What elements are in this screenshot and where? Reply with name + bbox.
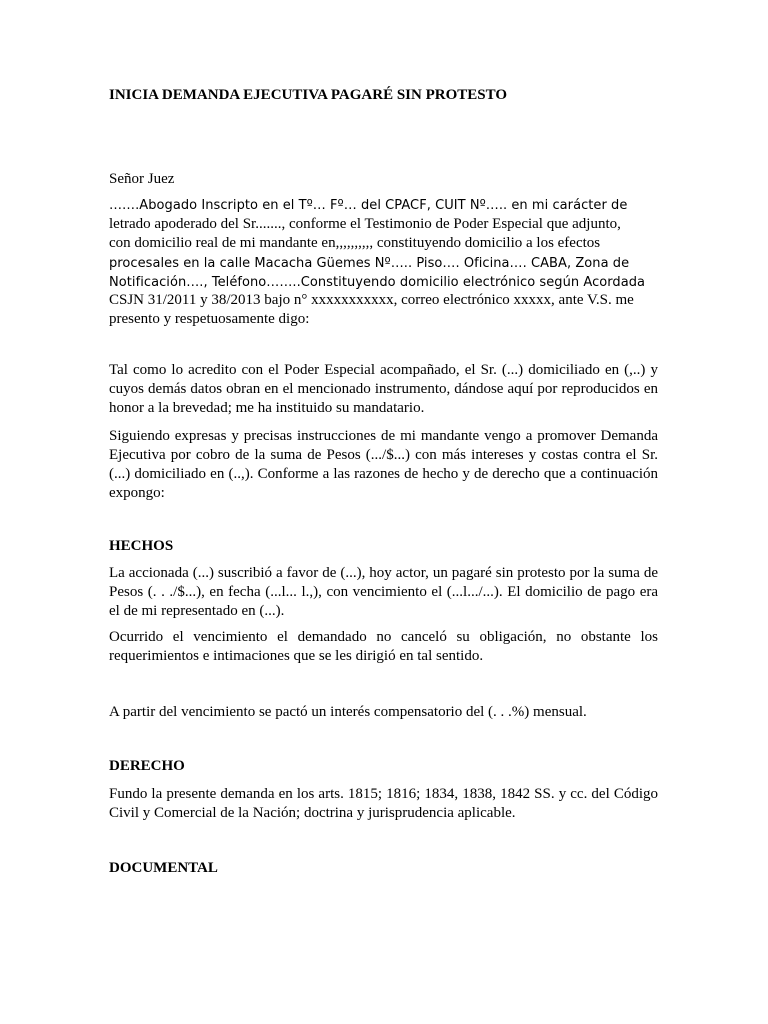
intro-line: letrado apoderado del Sr......., conforme el Testimonio de Poder Especial que adjunto, [109, 216, 621, 232]
hechos-paragraph: A partir del vencimiento se pactó un interés compensatorio del (. . .%) mensual. [109, 704, 587, 720]
poder-paragraph: Tal como lo acredito con el Poder Especial acompañado, el Sr. (...) domiciliado en (,..) y cuyos demás datos obran en el mencionado instrumento, dándose aquí por reproducidos en honor a la brevedad; me ha instituido su mandatario. [109, 362, 658, 416]
hechos-paragraph: Ocurrido el vencimiento el demandado no canceló su obligación, no obstante los requerimientos e intimaciones que se les dirigió en tal sentido. [109, 629, 658, 664]
salutation: Señor Juez [109, 171, 175, 187]
intro-line: CSJN 31/2011 y 38/2013 bajo n° xxxxxxxxxxx, correo electrónico xxxxx, ante V.S. me [109, 292, 634, 308]
hechos-heading: HECHOS [109, 538, 174, 554]
intro-line: Notificación…., Teléfono……..Constituyendo domicilio electrónico según Acordada [109, 275, 646, 290]
intro-line: con domicilio real de mi mandante en,,,,,,,,,, constituyendo domicilio a los efectos [109, 235, 601, 251]
documental-heading: DOCUMENTAL [109, 860, 218, 876]
document-title: INICIA DEMANDA EJECUTIVA PAGARÉ SIN PROTESTO [109, 87, 507, 103]
hechos-paragraph: La accionada (...) suscribió a favor de (...), hoy actor, un pagaré sin protesto por la suma de Pesos (. . ./$...), en fecha (...l... l.,), con vencimiento el (...l.../...). El domicilio de pago era el de mi representado en (...). [109, 565, 658, 619]
intro-line: procesales en la calle Macacha Güemes Nº….. Piso…. Oficina…. CABA, Zona de [109, 256, 630, 271]
intro-line: …….Abogado Inscripto en el Tº… Fº… del CPACF, CUIT Nº….. en mi carácter de [109, 198, 628, 213]
derecho-paragraph: Fundo la presente demanda en los arts. 1815; 1816; 1834, 1838, 1842 SS. y cc. del Código Civil y Comercial de la Nación; doctrina y jurisprudencia aplicable. [109, 786, 658, 821]
instrucciones-paragraph: Siguiendo expresas y precisas instrucciones de mi mandante vengo a promover Demanda Ejecutiva por cobro de la suma de Pesos (.../$...) con más intereses y costas contra el Sr. (...) domiciliado en (..,). Conforme a las razones de hecho y de derecho que a continuación expongo: [109, 428, 658, 501]
intro-line: presento y respetuosamente digo: [109, 311, 310, 327]
derecho-heading: DERECHO [109, 758, 185, 774]
